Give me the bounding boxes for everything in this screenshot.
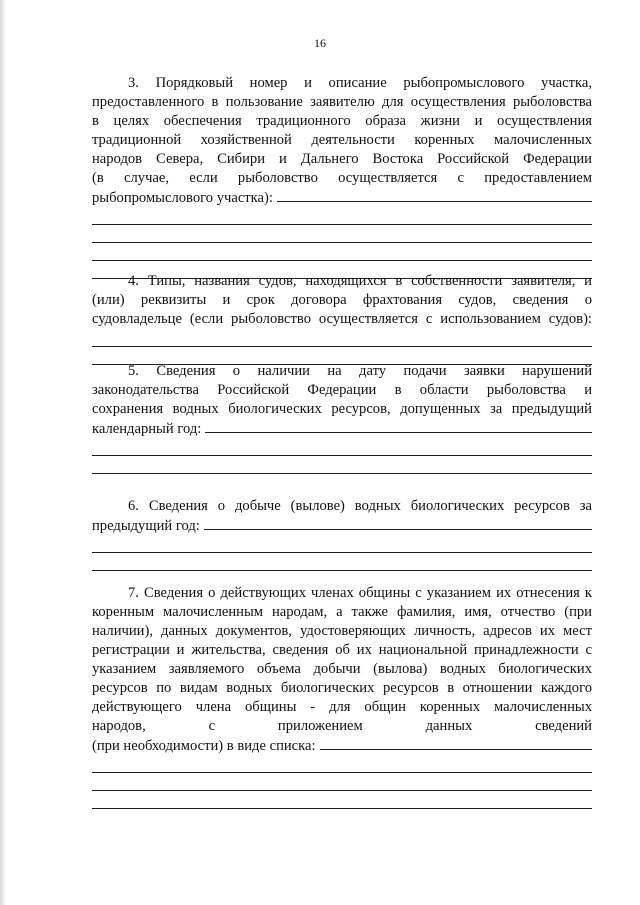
section-7-line-4: регистрации и жительства, сведения об их национальной принадлежности с bbox=[92, 642, 592, 658]
section-3-line-2: предоставленного в пользование заявителю для осуществления рыболовства bbox=[92, 94, 592, 110]
section-4-blank-line-1[interactable] bbox=[92, 329, 592, 347]
section-3-line-6: (в случае, если рыболовство осуществляется с предоставлением bbox=[92, 170, 592, 186]
scan-edge-shadow bbox=[0, 0, 6, 905]
section-4-line-2: (или) реквизиты и срок договора фрахтования судов, сведения о bbox=[92, 292, 592, 308]
section-5-blank-line-1[interactable] bbox=[92, 438, 592, 456]
section-6 bbox=[92, 497, 592, 571]
section-5-line-1: 5. Сведения о наличии на дату подачи заявки нарушений bbox=[128, 363, 592, 379]
section-7-blank-line-3[interactable] bbox=[92, 791, 592, 809]
section-7-fill-line bbox=[92, 736, 592, 755]
section-3-blank-line-2[interactable] bbox=[92, 225, 592, 243]
section-5-blank-line-2[interactable] bbox=[92, 456, 592, 474]
section-5-line-3: сохранения водных биологических ресурсов, допущенных за предыдущий bbox=[92, 401, 592, 417]
section-7-line-7: действующего члена общины - для общин коренных малочисленных bbox=[92, 699, 592, 715]
section-3-blank-line-1[interactable] bbox=[92, 207, 592, 225]
section-3 bbox=[92, 74, 592, 279]
section-4-line-1: 4. Типы, названия судов, находящихся в собственности заявителя, и bbox=[128, 273, 592, 289]
section-7-line-2: коренным малочисленным народам, а также фамилия, имя, отчество (при bbox=[92, 604, 592, 620]
section-3-answer-field[interactable] bbox=[277, 188, 592, 202]
section-7-blank-line-2[interactable] bbox=[92, 773, 592, 791]
section-5-answer-field[interactable] bbox=[205, 419, 592, 433]
section-6-fill-line bbox=[92, 516, 592, 535]
section-3-blank-line-3[interactable] bbox=[92, 243, 592, 261]
section-4-line-3: судовладельце (если рыболовство осуществляется с использованием судов): bbox=[92, 311, 592, 327]
section-3-line-4: традиционной хозяйственной деятельности коренных малочисленных bbox=[92, 132, 592, 148]
section-7 bbox=[92, 584, 592, 809]
section-7-line-6: ресурсов по видам водных биологических ресурсов в отношении каждого bbox=[92, 680, 592, 696]
section-6-blank-line-1[interactable] bbox=[92, 535, 592, 553]
section-6-last-text: предыдущий год: bbox=[92, 518, 200, 534]
section-3-line-5: народов Севера, Сибири и Дальнего Востока Российской Федерации bbox=[92, 151, 592, 167]
section-7-line-5: указанием заявляемого объема добычи (вылова) водных биологических bbox=[92, 661, 592, 677]
section-5 bbox=[92, 362, 592, 474]
section-3-fill-line bbox=[92, 188, 592, 207]
section-3-last-text: рыбопромыслового участка): bbox=[92, 190, 273, 206]
section-7-line-1: 7. Сведения о действующих членах общины с указанием их отнесения к bbox=[128, 585, 592, 601]
section-5-last-text: календарный год: bbox=[92, 421, 202, 437]
section-7-answer-field[interactable] bbox=[320, 736, 592, 750]
section-6-line-1: 6. Сведения о добыче (вылове) водных биологических ресурсов за bbox=[128, 498, 592, 514]
page-number: 16 bbox=[314, 36, 326, 50]
section-5-line-2: законодательства Российской Федерации в области рыболовства и bbox=[92, 382, 592, 398]
section-7-line-8: народов, с приложением данных сведений bbox=[92, 718, 592, 734]
section-7-line-3: наличии), данных документов, удостоверяющих личность, адресов их мест bbox=[92, 623, 592, 639]
section-7-blank-line-1[interactable] bbox=[92, 755, 592, 773]
section-7-last-text: (при необходимости) в виде списка: bbox=[92, 738, 316, 754]
section-3-line-3: в целях обеспечения традиционного образа жизни и осуществления bbox=[92, 113, 592, 129]
section-6-blank-line-2[interactable] bbox=[92, 553, 592, 571]
section-3-line-1: 3. Порядковый номер и описание рыбопромыслового участка, bbox=[128, 75, 592, 91]
section-4 bbox=[92, 272, 592, 365]
section-5-fill-line bbox=[92, 419, 592, 438]
section-6-answer-field[interactable] bbox=[204, 516, 592, 530]
